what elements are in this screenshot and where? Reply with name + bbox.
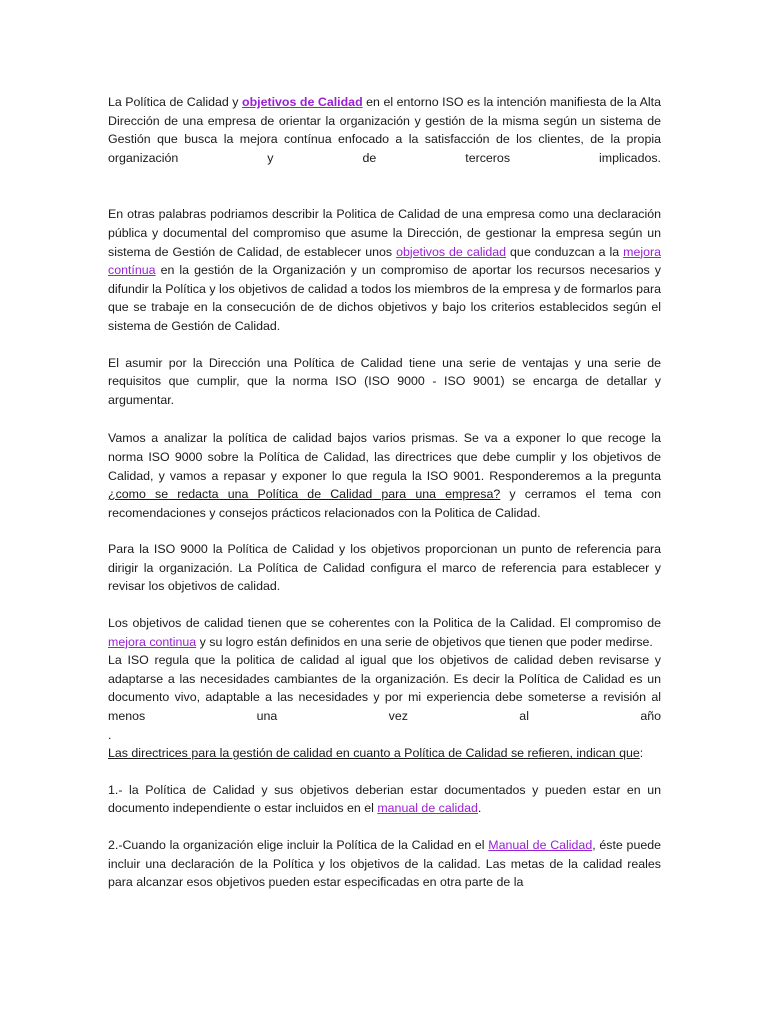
text: en la gestión de la Organización y un compromiso de aportar los recursos necesarios y difundir la Política y los objetivos de calidad a todos los miembros de la empresa y de formarlos para que se trabaje en la consecución de de dichos objetivos y bajo los criterios establecidos según el sistema de Gestión de Calidad.	[108, 263, 661, 333]
document-body	[108, 93, 661, 892]
paragraph-analisis	[108, 429, 661, 522]
paragraph-intro	[108, 93, 661, 167]
text: 2.-Cuando la organización elige incluir la Política de la Calidad en el	[108, 838, 489, 852]
text: 1.- la Política de Calidad y sus objetivos deberian estar documentados y pueden estar en un documento independiente o estar incluidos en el	[108, 782, 661, 816]
text: .	[477, 801, 482, 816]
heading-text: Las directrices para la gestión de calidad en cuanto a Política de Calidad se refieren, indican que	[108, 746, 640, 761]
link-manual-de-calidad[interactable]: manual de calidad	[377, 801, 478, 816]
text: y su logro están definidos en una serie de objetivos que tienen que poder medirse.	[196, 634, 653, 649]
paragraph-revision	[108, 651, 661, 725]
link-objetivos-de-calidad-2[interactable]: objetivos de calidad	[396, 244, 507, 259]
paragraph-revision-dot: .	[108, 727, 112, 742]
text: El asumir por la Dirección una Política de Calidad tiene una serie de ventajas y una serie de requisitos que cumplir, que la norma ISO (ISO 9000 - ISO 9001) se encarga de detallar y argumentar.	[108, 355, 661, 407]
paragraph-ventajas	[108, 354, 661, 410]
link-manual-de-calidad-2[interactable]: Manual de Calidad	[488, 838, 593, 852]
paragraph-objetivos	[108, 614, 661, 651]
section-heading-directrices	[108, 744, 661, 763]
text: y cerramos el tema con recomendaciones y consejos prácticos relacionados con la Politica de Calidad.	[108, 487, 661, 520]
link-objetivos-de-calidad[interactable]: objetivos de Calidad	[242, 95, 363, 109]
text: Los objetivos de calidad tienen que se coherentes con la Politica de la Calidad. El compromiso de	[108, 616, 661, 631]
text: en el entorno ISO es la intención manifiesta de la Alta Dirección de una empresa de orientar la organización y gestión de la misma según un sistema de Gestión que busca la mejora contínua enfocado a la satisfacción de los clientes, de la propia organización y de terceros implicados.	[108, 95, 661, 165]
heading-colon: :	[639, 746, 644, 761]
link-como-se-redacta[interactable]: ¿como se redacta una Política de Calidad para una empresa?	[108, 487, 501, 502]
text: La ISO regula que la politica de calidad al igual que los objetivos de calidad deben revisarse y adaptarse a las necesidades cambiantes de la organización. Es decir la Política de Calidad es un documento vivo, adaptable a las necesidades y por mi experiencia debe someterse a revisión al menos una vez al año	[108, 653, 661, 724]
text: La Política de Calidad y	[108, 95, 242, 109]
text: Vamos a analizar la política de calidad bajos varios prismas. Se va a exponer lo que recoge la norma ISO 9000 sobre la Política de Calidad, las directrices que debe cumplir y los objetivos de Calidad, y vamos a repasar y exponer lo que regula la ISO 9001. Responderemos a la pregunta	[108, 431, 661, 483]
paragraph-definition	[108, 205, 661, 335]
text: Para la ISO 9000 la Política de Calidad y los objetivos proporcionan un punto de referencia para dirigir la organización. La Política de Calidad configura el marco de referencia para establecer y revisar los objetivos de calidad.	[108, 542, 661, 594]
link-mejora-continua[interactable]: mejora contínua	[108, 244, 661, 278]
list-item-2	[108, 836, 661, 892]
text: , éste puede incluir una declaración de la Política y los objetivos de la calidad. Las metas de la calidad reales para alcanzar esos objetivos pueden estar especificadas en otra parte de la	[108, 838, 662, 890]
link-mejora-continua-2[interactable]: mejora continua	[108, 634, 197, 649]
text: En otras palabras podriamos describir la Politica de Calidad de una empresa como una declaración pública y documental del compromiso que asume la Dirección, de gestionar la empresa según un sistema de Gestión de Calidad, de establecer unos	[108, 207, 661, 259]
paragraph-iso9000	[108, 540, 661, 596]
list-item-1	[108, 781, 661, 818]
text: que conduzcan a la	[506, 244, 624, 259]
